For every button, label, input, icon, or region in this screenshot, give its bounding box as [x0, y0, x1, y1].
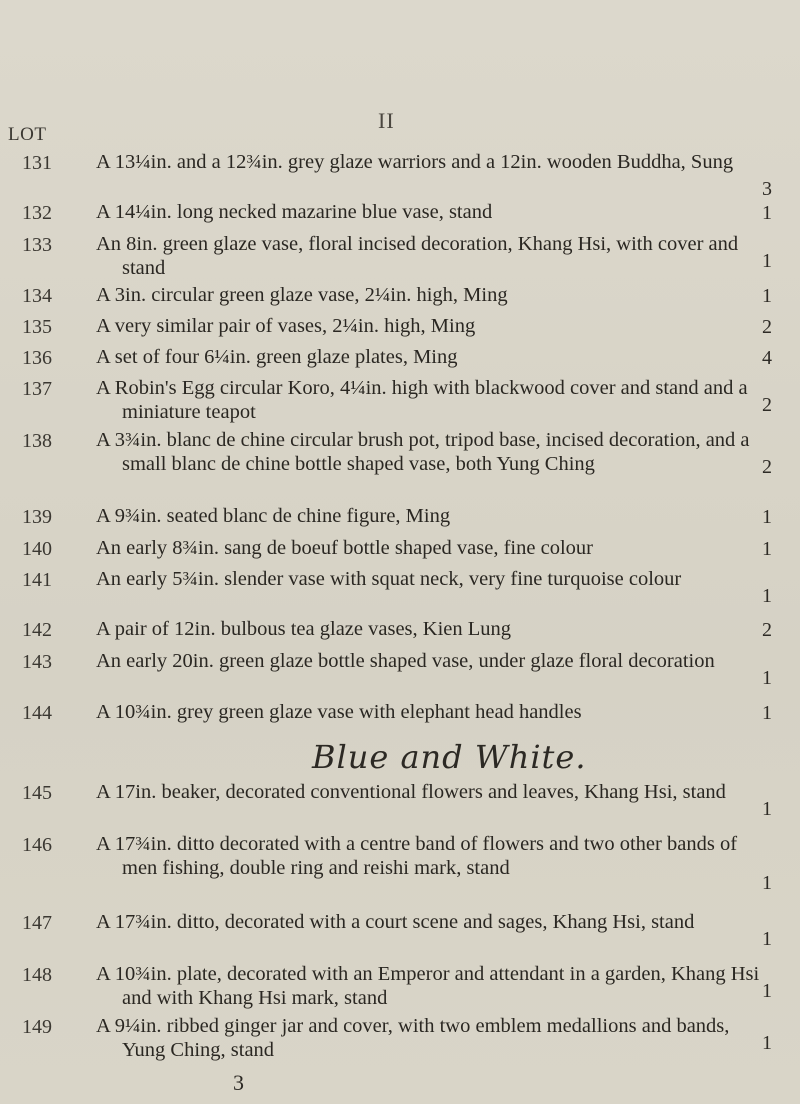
lot-description: An early 8¾in. sang de boeuf bottle shaped vase, fine colour	[96, 537, 593, 559]
lot-quantity: 2	[762, 316, 772, 338]
lot-number: 142	[22, 619, 52, 641]
lot-number: 136	[22, 347, 52, 369]
lot-quantity: 1	[762, 928, 772, 950]
lot-description: A 17in. beaker, decorated conventional flowers and leaves, Khang Hsi, stand	[96, 781, 726, 803]
lot-description: A pair of 12in. bulbous tea glaze vases, Kien Lung	[96, 618, 512, 640]
lot-quantity: 1	[762, 585, 772, 607]
lot-quantity: 1	[762, 980, 772, 1002]
lot-quantity: 1	[762, 285, 772, 307]
lot-number: 140	[22, 538, 52, 560]
lot-number: 139	[22, 506, 52, 528]
lot-quantity: 1	[762, 506, 772, 528]
lot-quantity: 1	[762, 872, 772, 894]
lot-number: 145	[22, 782, 52, 804]
lot-description: A 10¾in. plate, decorated with an Emperor and attendant in a garden, Khang Hsi and with Khang Hsi mark, stand	[96, 963, 760, 1009]
lot-number: 134	[22, 285, 52, 307]
lot-number: 147	[22, 912, 52, 934]
lot-number: 141	[22, 569, 52, 591]
lot-number: 133	[22, 234, 52, 256]
lot-quantity: 1	[762, 202, 772, 224]
footer-number: 3	[233, 1070, 244, 1095]
lot-number: 135	[22, 316, 52, 338]
lot-number: 146	[22, 834, 52, 856]
lot-description: An 8in. green glaze vase, floral incised decoration, Khang Hsi, with cover and stand	[96, 233, 739, 279]
section-heading: Blue and White.	[312, 738, 587, 776]
lot-description: A 13¼in. and a 12¾in. grey glaze warriors and a 12in. wooden Buddha, Sung	[96, 151, 734, 173]
lot-description: An early 5¾in. slender vase with squat neck, very fine turquoise colour	[96, 568, 682, 590]
lot-column-header: LOT	[8, 124, 47, 145]
page-number: II	[378, 108, 395, 133]
lot-description: A set of four 6¼in. green glaze plates, Ming	[96, 346, 458, 368]
lot-description: A 17¾in. ditto, decorated with a court scene and sages, Khang Hsi, stand	[96, 911, 695, 933]
lot-number: 143	[22, 651, 52, 673]
lot-number: 148	[22, 964, 52, 986]
lot-description: A 9¼in. ribbed ginger jar and cover, with two emblem medallions and bands, Yung Ching, stand	[96, 1015, 730, 1061]
lot-description: A 3in. circular green glaze vase, 2¼in. high, Ming	[96, 284, 508, 306]
lot-quantity: 1	[762, 702, 772, 724]
lot-number: 137	[22, 378, 52, 400]
lot-number: 138	[22, 430, 52, 452]
lot-quantity: 2	[762, 456, 772, 478]
lot-quantity: 1	[762, 798, 772, 820]
lot-number: 144	[22, 702, 52, 724]
lot-description: An early 20in. green glaze bottle shaped vase, under glaze floral decoration	[96, 650, 715, 672]
lot-quantity: 1	[762, 250, 772, 272]
lot-description: A 17¾in. ditto decorated with a centre band of flowers and two other bands of men fishing, double ring and reishi mark, stand	[96, 833, 738, 879]
lot-quantity: 2	[762, 619, 772, 641]
lot-quantity: 4	[762, 347, 772, 369]
lot-number: 149	[22, 1016, 52, 1038]
lot-quantity: 1	[762, 538, 772, 560]
lot-description: A 3¾in. blanc de chine circular brush pot, tripod base, incised decoration, and a small blanc de chine bottle shaped vase, both Yung Ching	[96, 429, 750, 475]
lot-quantity: 3	[762, 178, 772, 200]
lot-description: A very similar pair of vases, 2¼in. high, Ming	[96, 315, 476, 337]
lot-description: A Robin's Egg circular Koro, 4¼in. high with blackwood cover and stand and a miniature teapot	[96, 377, 748, 423]
lot-quantity: 1	[762, 1032, 772, 1054]
lot-quantity: 2	[762, 394, 772, 416]
lot-quantity: 1	[762, 667, 772, 689]
lot-description: A 14¼in. long necked mazarine blue vase, stand	[96, 201, 493, 223]
lot-number: 131	[22, 152, 52, 174]
lot-description: A 9¾in. seated blanc de chine figure, Ming	[96, 505, 451, 527]
lot-description: A 10¾in. grey green glaze vase with elephant head handles	[96, 701, 582, 723]
lot-number: 132	[22, 202, 52, 224]
